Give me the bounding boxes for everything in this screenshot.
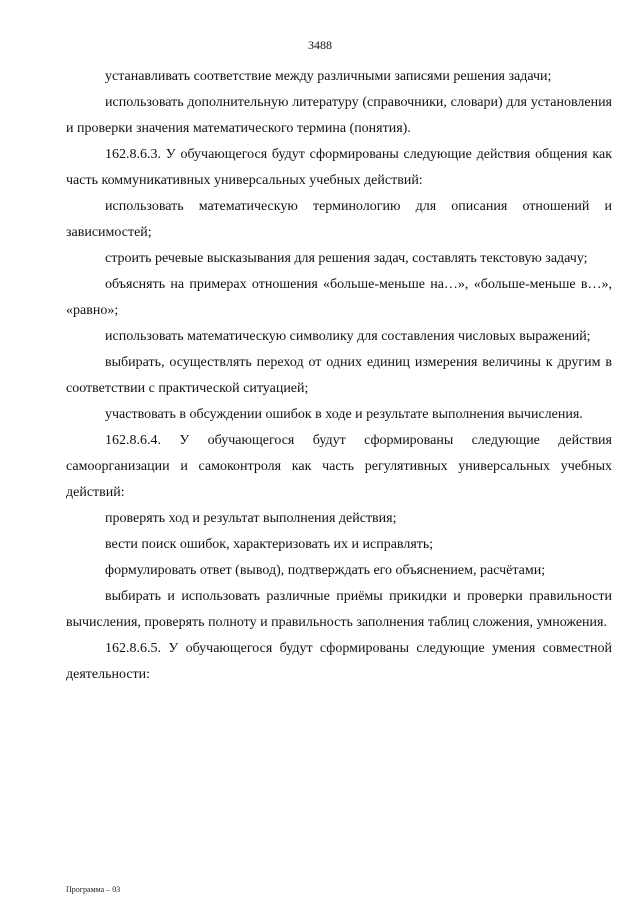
paragraph: использовать математическую терминологию для описания отношений и зависимостей;: [66, 199, 612, 240]
paragraph: вести поиск ошибок, характеризовать их и исправлять;: [105, 537, 434, 552]
paragraph: использовать математическую символику для составления числовых выражений;: [105, 329, 591, 344]
section-heading-paragraph: 162.8.6.4. У обучающегося будут сформированы следующие действия самоорганизации и самоконтроля как часть регулятивных универсальных учебных действий:: [66, 433, 612, 500]
footer-program-label: Программа – 03: [66, 885, 121, 894]
page-number: 3488: [308, 38, 332, 52]
paragraph: выбирать и использовать различные приёмы прикидки и проверки правильности вычисления, проверять полноту и правильность заполнения таблиц сложения, умножения.: [66, 589, 612, 630]
paragraph: устанавливать соответствие между различными записями решения задачи;: [105, 69, 552, 84]
section-heading-paragraph: 162.8.6.3. У обучающегося будут сформированы следующие действия общения как часть коммуникативных универсальных учебных действий:: [66, 147, 612, 188]
paragraph: выбирать, осуществлять переход от одних единиц измерения величины к другим в соответствии с практической ситуацией;: [66, 355, 612, 396]
paragraph: объяснять на примерах отношения «больше-меньше на…», «больше-меньше в…», «равно»;: [66, 277, 612, 318]
paragraph: формулировать ответ (вывод), подтверждать его объяснением, расчётами;: [105, 563, 546, 578]
paragraph: строить речевые высказывания для решения задач, составлять текстовую задачу;: [105, 251, 588, 266]
paragraph: проверять ход и результат выполнения действия;: [105, 511, 397, 526]
paragraph: участвовать в обсуждении ошибок в ходе и результате выполнения вычисления.: [105, 407, 583, 422]
document-body: [66, 64, 612, 688]
paragraph: использовать дополнительную литературу (справочники, словари) для установления и проверки значения математического термина (понятия).: [66, 95, 612, 136]
section-heading-paragraph: 162.8.6.5. У обучающегося будут сформированы следующие умения совместной деятельности:: [66, 641, 612, 682]
